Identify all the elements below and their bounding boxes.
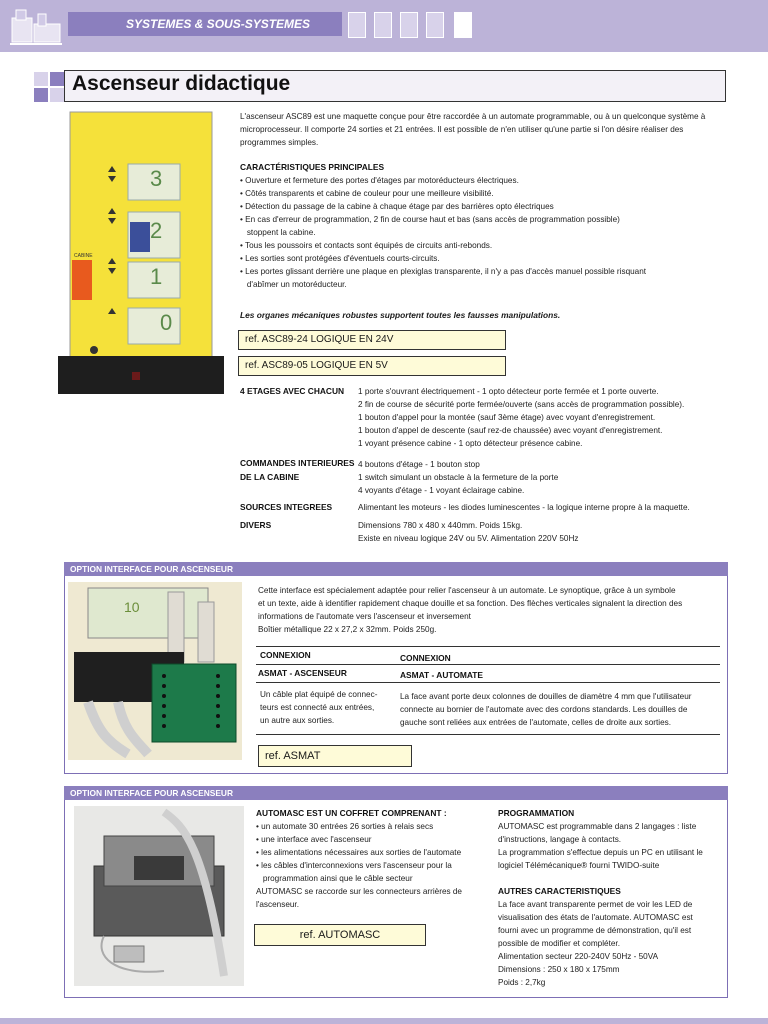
table-rule-head (256, 682, 720, 683)
systems-logo-icon (8, 4, 64, 48)
feature-item: stoppent la cabine. (240, 228, 316, 237)
automasc-photo (74, 806, 244, 986)
asmat-col2-head1: CONNEXION (400, 653, 451, 663)
features-list (240, 174, 730, 291)
asmat-desc-line: informations de l'automate vers l'ascenseur et inversement (258, 612, 471, 621)
spec-line: 1 bouton d'appel de descente (sauf rez-de chaussée) avec voyant d'enregistrement. (358, 426, 663, 435)
other-features-heading: AUTRES CARACTERISTIQUES (498, 886, 621, 896)
programmation-text (498, 820, 726, 872)
prog-line: logiciel Télémécanique® fourni TWIDO-suite (498, 861, 660, 870)
automasc-contents (256, 820, 488, 911)
footer-band (0, 1018, 768, 1024)
programmation-heading: PROGRAMMATION (498, 808, 575, 818)
spec-divers-lines (358, 519, 738, 545)
section-tab-4 (426, 12, 444, 38)
feature-item: • Détection du passage de la cabine à chaque étage par des barrières opto électriques (240, 202, 554, 211)
title-decoration-icon (34, 72, 64, 102)
section-tab-1 (348, 12, 366, 38)
spec-line: 1 voyant présence cabine - 1 opto détecteur présence cabine. (358, 439, 583, 448)
asmat-desc-line: Cette interface est spécialement adaptée pour relier l'ascenseur à un automate. Le synoptique, grâce à un symbole (258, 586, 676, 595)
automasc-item: • une interface avec l'ascenseur (256, 835, 372, 844)
table-rule-mid (256, 664, 720, 665)
ref-automasc: ref. AUTOMASC (254, 924, 426, 946)
option-asmat-heading: OPTION INTERFACE POUR ASCENSEUR (64, 562, 728, 576)
asmat-col1-line: Un câble plat équipé de connec- (260, 690, 378, 699)
spec-line: 1 switch simulant un obstacle à la fermeture de la porte (358, 473, 559, 482)
other-line: Dimensions : 250 x 180 x 175mm (498, 965, 620, 974)
asmat-col1-text (260, 688, 394, 727)
asmat-col1-head2: ASMAT - ASCENSEUR (258, 668, 347, 678)
ref-asc89-24: ref. ASC89-24 LOGIQUE EN 24V (238, 330, 506, 350)
spec-label-commands-2: DE LA CABINE (240, 472, 300, 482)
intro-paragraph: L'ascenseur ASC89 est une maquette conçue pour être raccordée à un automate programmable, ou à un quelconque système à microprocesseur. Il comporte 24 sorties et 21 entrées. Il est possible de n'en utiliser qu'une partie si l'on désire réaliser des programmes simples. (240, 112, 706, 147)
spec-line: Existe en niveau logique 24V ou 5V. Alimentation 220V 50Hz (358, 534, 579, 543)
asmat-photo (68, 582, 242, 760)
asmat-description (258, 584, 722, 636)
asmat-col2-line: connecte au bornier de l'automate avec des cordons standards. Les douilles de (400, 705, 688, 714)
other-line: fourni avec un programme de démonstration, qu'il est (498, 926, 692, 935)
spec-line: 4 voyants d'étage - 1 voyant éclairage cabine. (358, 486, 525, 495)
section-label: SYSTEMES & SOUS-SYSTEMES (68, 12, 342, 36)
automasc-item: AUTOMASC se raccorde sur les connecteurs arrières de (256, 887, 462, 896)
automasc-item: • un automate 30 entrées 26 sorties à relais secs (256, 822, 434, 831)
page-title: Ascenseur didactique (72, 72, 291, 95)
spec-commands-lines (358, 458, 738, 497)
spec-line: 2 fin de course de sécurité porte fermée/ouverte (sans accès de programmation possible). (358, 400, 685, 409)
spec-label-floors: 4 ETAGES AVEC CHACUN (240, 386, 345, 396)
asmat-col2-head2: ASMAT - AUTOMATE (400, 670, 483, 680)
prog-line: AUTOMASC est programmable dans 2 langages : liste (498, 822, 697, 831)
spec-sources-lines (358, 501, 748, 514)
spec-line: 4 boutons d'étage - 1 bouton stop (358, 460, 480, 469)
asmat-col2-line: gauche sont reliées aux entrées de l'automate, celles de droite aux sorties. (400, 718, 671, 727)
spec-floors-lines (358, 385, 738, 450)
spec-line: 1 bouton d'appel pour la montée (sauf 3ème étage) avec voyant d'enregistrement. (358, 413, 656, 422)
other-line: Alimentation secteur 220-240V 50Hz - 50VA (498, 952, 659, 961)
section-tab-3 (400, 12, 418, 38)
ref-asmat: ref. ASMAT (258, 745, 412, 767)
feature-item: • En cas d'erreur de programmation, 2 fin de course haut et bas (sans accès de programmation possible) (240, 215, 620, 224)
automasc-item: programmation ainsi que le câble secteur (256, 874, 413, 883)
section-tab-2 (374, 12, 392, 38)
header-bar (0, 0, 768, 52)
svg-text:CABINE: CABINE (74, 253, 93, 259)
asmat-col2-text (400, 690, 722, 729)
asmat-desc-line: Boîtier métallique 22 x 27,2 x 32mm. Poids 250g. (258, 625, 437, 634)
prog-line: d'instructions, langage à contacts. (498, 835, 622, 844)
floor-1-label: 1 (150, 264, 163, 289)
spec-line: Dimensions 780 x 480 x 440mm. Poids 15kg. (358, 521, 523, 530)
robustness-note: Les organes mécaniques robustes supportent toutes les fausses manipulations. (240, 310, 561, 320)
ref-asc89-05: ref. ASC89-05 LOGIQUE EN 5V (238, 356, 506, 376)
asmat-col2-line: La face avant porte deux colonnes de douilles de diamètre 4 mm que l'utilisateur (400, 692, 692, 701)
feature-item: • Les portes glissant derrière une plaque en plexiglas transparente, il n'y a pas d'accès manuel possible risquant (240, 267, 647, 276)
automasc-item: • les alimentations nécessaires aux sorties de l'automate (256, 848, 462, 857)
table-rule-bottom (256, 734, 720, 735)
other-line: possible de modifier et compléter. (498, 939, 620, 948)
asmat-desc-line: et un texte, aide à identifier rapidement chaque douille et sa fonction. Des flèches verticales signalent la direction des (258, 599, 683, 608)
option-automasc-heading: OPTION INTERFACE POUR ASCENSEUR (64, 786, 728, 800)
feature-item: • Tous les poussoirs et contacts sont équipés de circuits anti-rebonds. (240, 241, 493, 250)
prog-line: La programmation s'effectue depuis un PC en utilisant le (498, 848, 703, 857)
asmat-col1-head1: CONNEXION (260, 650, 311, 660)
other-line: La face avant transparente permet de voir les LED de (498, 900, 693, 909)
feature-item: • Côtés transparents et cabine de couleur pour une meilleure visibilité. (240, 189, 494, 198)
automasc-heading: AUTOMASC EST UN COFFRET COMPRENANT : (256, 808, 447, 818)
other-line: Poids : 2,7kg (498, 978, 546, 987)
floor-2-label: 2 (150, 218, 163, 243)
spec-label-commands: COMMANDES INTERIEURES (240, 458, 355, 468)
asmat-col1-line: teurs est connecté aux entrées, (260, 703, 375, 712)
automasc-item: • les câbles d'interconnexions vers l'ascenseur pour la (256, 861, 452, 870)
table-rule-top (256, 646, 720, 647)
elevator-photo (56, 110, 226, 400)
feature-item: • Ouverture et fermeture des portes d'étages par motoréducteurs électriques. (240, 176, 519, 185)
feature-item: • Les sorties sont protégées d'éventuels courts-circuits. (240, 254, 440, 263)
other-features-text (498, 898, 726, 989)
spec-line: 1 porte s'ouvrant électriquement - 1 opto détecteur porte fermée et 1 porte ouverte. (358, 387, 659, 396)
asmat-photo-display: 10 (124, 599, 140, 615)
section-tab-5-active (454, 12, 472, 38)
features-heading: CARACTÉRISTIQUES PRINCIPALES (240, 162, 385, 172)
spec-line: Alimentant les moteurs - les diodes luminescentes - la logique interne propre à la maquette. (358, 503, 690, 512)
spec-label-divers: DIVERS (240, 520, 272, 530)
other-line: visualisation des états de l'automate. AUTOMASC est (498, 913, 693, 922)
automasc-item: l'ascenseur. (256, 900, 299, 909)
asmat-col1-line: un autre aux sorties. (260, 716, 335, 725)
feature-item: d'abîmer un motoréducteur. (240, 280, 347, 289)
spec-label-sources: SOURCES INTEGREES (240, 502, 333, 512)
floor-0-label: 0 (160, 310, 173, 335)
floor-3-label: 3 (150, 166, 163, 191)
